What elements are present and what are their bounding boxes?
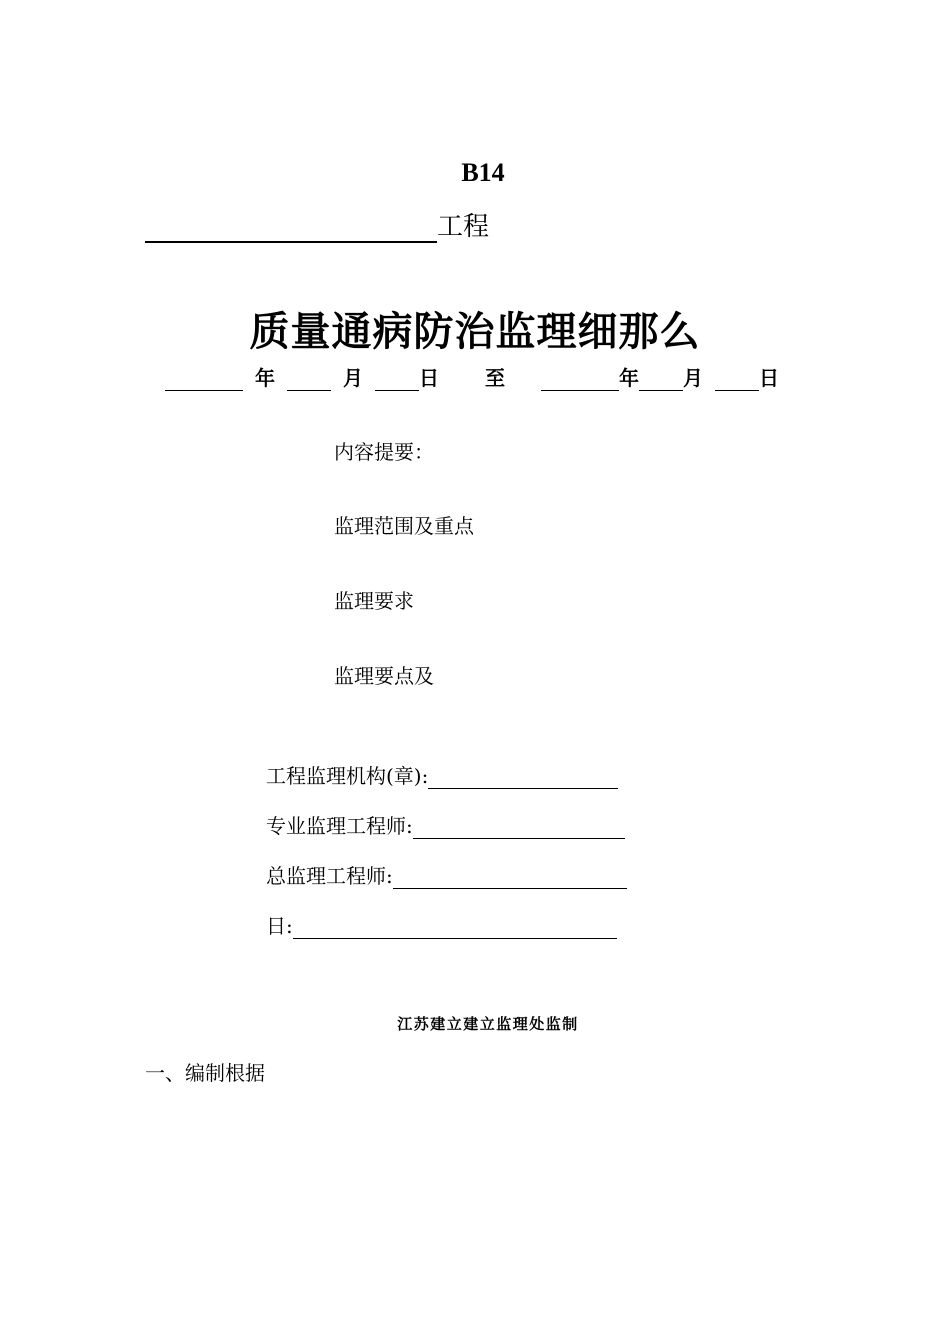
project-name-line bbox=[145, 206, 489, 243]
end-day-label: 日 bbox=[759, 366, 779, 390]
end-year-label: 年 bbox=[619, 366, 639, 390]
start-year-blank[interactable] bbox=[165, 368, 243, 391]
signature-blank[interactable] bbox=[413, 816, 625, 839]
signature-chief-engineer bbox=[266, 860, 627, 889]
signature-supervision-agency bbox=[266, 760, 618, 789]
signature-label: 专业监理工程师: bbox=[266, 814, 413, 838]
section-heading: 一、编制根据 bbox=[145, 1061, 265, 1085]
end-day-blank[interactable] bbox=[715, 368, 759, 391]
start-day-blank[interactable] bbox=[375, 368, 419, 391]
contents-item: 监理范围及重点 bbox=[334, 514, 474, 538]
project-name-blank[interactable] bbox=[145, 213, 437, 243]
contents-item: 监理要点及 bbox=[334, 664, 434, 688]
start-month-blank[interactable] bbox=[287, 368, 331, 391]
date-range-line bbox=[165, 362, 779, 391]
end-month-blank[interactable] bbox=[639, 368, 683, 391]
contents-item: 监理要求 bbox=[334, 589, 414, 613]
project-suffix: 工程 bbox=[437, 212, 490, 242]
document-code: B14 bbox=[461, 158, 505, 187]
document-title: 质量通病防治监理细那么 bbox=[249, 309, 701, 355]
signature-blank[interactable] bbox=[428, 766, 618, 789]
start-year-label: 年 bbox=[255, 366, 275, 390]
signature-blank[interactable] bbox=[293, 916, 617, 939]
signature-label: 工程监理机构(章): bbox=[266, 764, 429, 788]
signature-specialty-engineer bbox=[266, 810, 625, 839]
signature-label: 日: bbox=[266, 914, 293, 938]
start-month-label: 月 bbox=[343, 366, 363, 390]
contents-heading: 内容提要： bbox=[334, 440, 434, 464]
start-day-label: 日 bbox=[419, 366, 439, 390]
end-year-blank[interactable] bbox=[541, 368, 619, 391]
signature-label: 总监理工程师: bbox=[266, 864, 393, 888]
signature-blank[interactable] bbox=[393, 866, 627, 889]
end-month-label: 月 bbox=[683, 366, 703, 390]
issuer-footer: 江苏建立建立监理处监制 bbox=[397, 1015, 579, 1033]
date-to-label: 至 bbox=[485, 366, 505, 390]
signature-date bbox=[266, 910, 617, 939]
